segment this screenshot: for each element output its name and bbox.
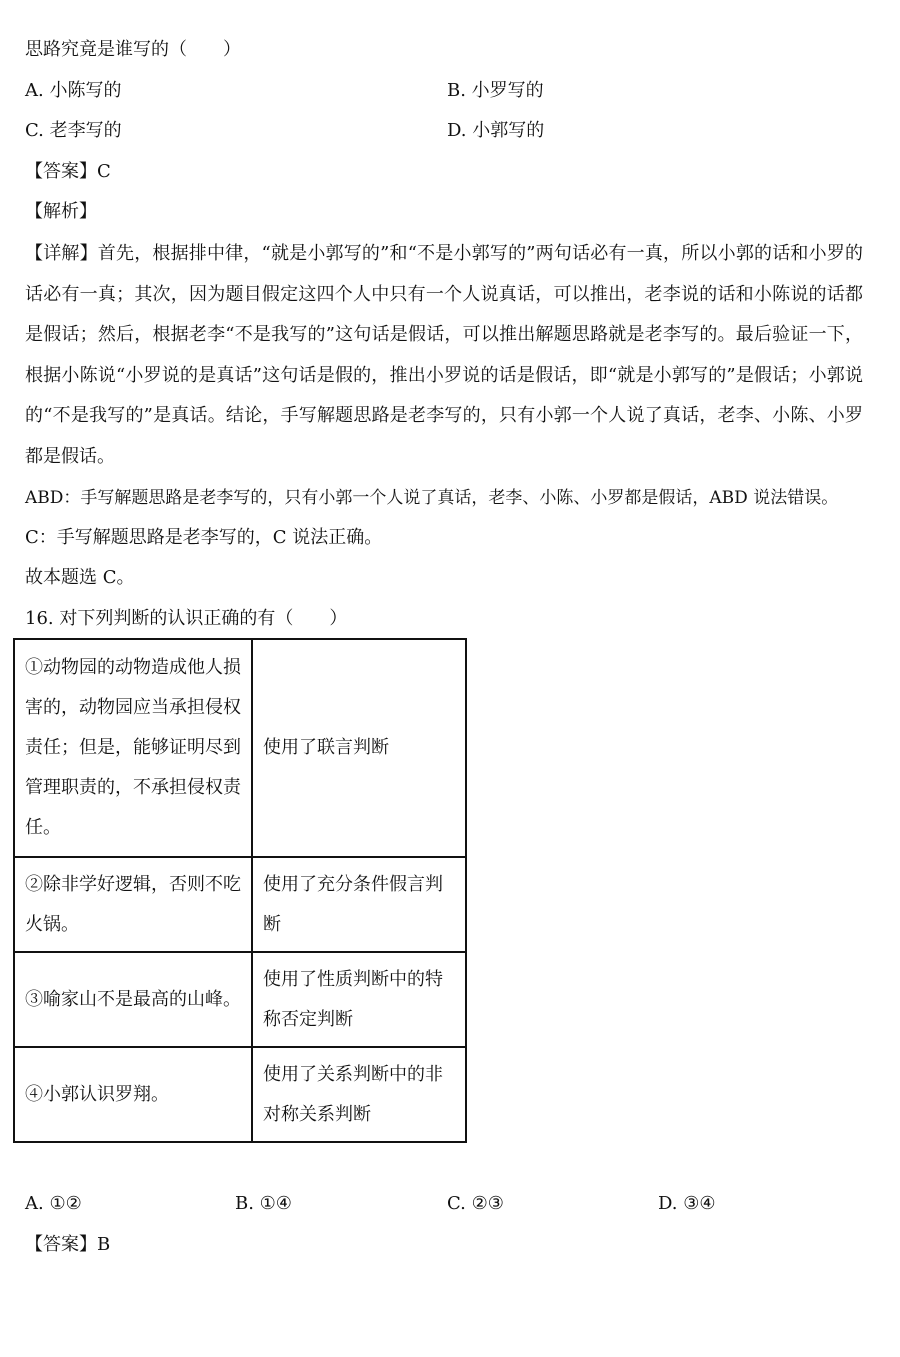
table-row xyxy=(14,639,466,857)
q15-abd-explanation: ABD：手写解题思路是老李写的，只有小郭一个人说了真话，老李、小陈、小罗都是假话，ABD 说法错误。 xyxy=(25,488,839,508)
detail-text: 首先，根据排中律，“就是小郭写的”和“不是小郭写的”两句话必有一真，所以小郭的话和小罗的话必有一真；其次，因为题目假定这四个人中只有一个人说真话，可以推出，老李说的话和小陈说的话都是假话；然后，根据老李“不是我写的”这句话是假话，可以推出解题思路就是老李写的。最后验证一下，根据小陈说“小罗说的是真话”这句话是假的，推出小罗说的话是假话，即“就是小郭写的”是假话；小郭说的“不是我写的”是真话。结论，手写解题思路是老李写的，只有小郭一个人说了真话，老李、小陈、小罗都是假话。 xyxy=(25,243,864,467)
comment-cell: 使用了性质判断中的特称否定判断 xyxy=(252,952,466,1047)
q16-answer: 【答案】B xyxy=(25,1234,111,1255)
statement-cell: ②除非学好逻辑，否则不吃火锅。 xyxy=(14,857,252,952)
q15-detail xyxy=(25,234,863,477)
comment-cell: 使用了充分条件假言判断 xyxy=(252,857,466,952)
q16-option-d: D. ③④ xyxy=(658,1193,716,1214)
q15-option-b: B. 小罗写的 xyxy=(447,80,544,101)
q16-option-c: C. ②③ xyxy=(447,1193,504,1214)
q16-table xyxy=(13,638,467,1143)
q16-stem: 16. 对下列判断的认识正确的有（ ） xyxy=(25,608,348,629)
q15-analysis-label: 【解析】 xyxy=(25,201,97,222)
q15-option-c: C. 老李写的 xyxy=(25,120,122,141)
statement-cell: ④小郭认识罗翔。 xyxy=(14,1047,252,1142)
q15-c-explanation: C：手写解题思路是老李写的，C 说法正确。 xyxy=(25,527,383,548)
table-row xyxy=(14,857,466,952)
detail-label: 【详解】 xyxy=(25,243,98,264)
statement-cell: ③喻家山不是最高的山峰。 xyxy=(14,952,252,1047)
q15-option-d: D. 小郭写的 xyxy=(447,120,545,141)
table-row xyxy=(14,1047,466,1142)
q16-option-b: B. ①④ xyxy=(235,1193,292,1214)
comment-cell: 使用了联言判断 xyxy=(252,639,466,857)
q15-stem: 思路究竟是谁写的（ ） xyxy=(25,39,241,60)
q15-conclusion: 故本题选 C。 xyxy=(25,567,135,588)
q15-option-a: A. 小陈写的 xyxy=(25,80,122,101)
q15-answer: 【答案】C xyxy=(25,161,111,182)
comment-cell: 使用了关系判断中的非对称关系判断 xyxy=(252,1047,466,1142)
table-row xyxy=(14,952,466,1047)
q16-option-a: A. ①② xyxy=(25,1193,82,1214)
statement-cell: ①动物园的动物造成他人损害的，动物园应当承担侵权责任；但是，能够证明尽到管理职责的，不承担侵权责任。 xyxy=(14,639,252,857)
